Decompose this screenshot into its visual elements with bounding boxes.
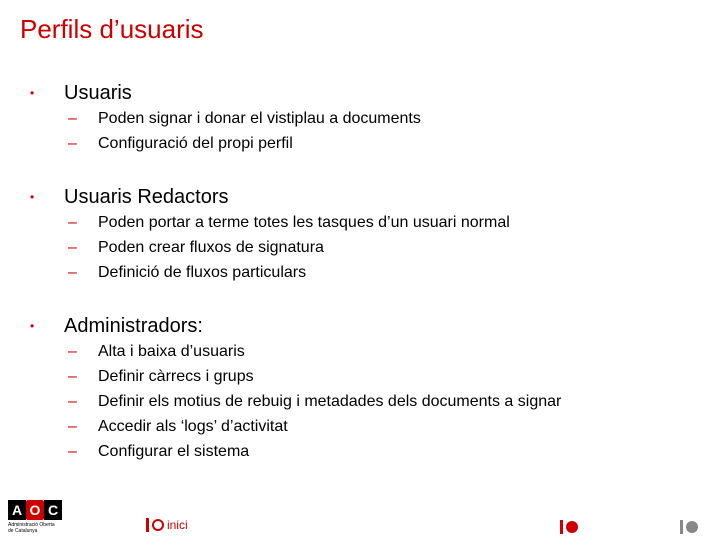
- list-item: [68, 210, 510, 235]
- dash: –: [68, 263, 77, 281]
- list-item-text: Poden signar i donar el vistiplau a documents: [98, 109, 421, 127]
- list-item: [68, 235, 510, 260]
- list-item-text: Configurar el sistema: [98, 442, 250, 460]
- dash: –: [68, 367, 77, 385]
- list-item-text: Definir càrrecs i grups: [98, 367, 254, 385]
- grey-dot-icon: [686, 521, 698, 533]
- dash: –: [68, 238, 77, 256]
- section-heading-suffix: :: [197, 315, 203, 337]
- list-item: [68, 389, 561, 414]
- list-item: [68, 106, 421, 131]
- section-administradors: [30, 313, 561, 464]
- nav-red-button[interactable]: [560, 520, 578, 534]
- section-heading: [64, 313, 203, 339]
- list-item: [68, 414, 561, 439]
- logo-caption-line1: Administració Oberta: [8, 522, 55, 528]
- list-item-text: Definir els motius de rebuig i metadades dels documents a signar: [98, 392, 562, 410]
- list-item-text: Definició de fluxos particulars: [98, 263, 307, 281]
- logo-letter-o: O: [26, 500, 44, 520]
- dash: –: [68, 442, 77, 460]
- separator-bar: [560, 520, 563, 534]
- separator-bar: [146, 518, 149, 532]
- home-link-label: inici: [167, 518, 188, 532]
- bullet: •: [30, 86, 35, 100]
- logo-letter-a: A: [8, 500, 26, 520]
- section-heading: Usuaris Redactors: [64, 186, 229, 208]
- dash: –: [68, 392, 77, 410]
- list-item-text: Alta i baixa d’usuaris: [98, 342, 245, 360]
- list-item: [68, 339, 561, 364]
- list-item: [68, 439, 561, 464]
- separator-bar: [680, 520, 683, 534]
- section-usuaris-redactors: [30, 184, 510, 285]
- dash: –: [68, 134, 77, 152]
- dash: –: [68, 342, 77, 360]
- aoc-logo: [8, 500, 64, 538]
- page-title: Perfils d’usuaris: [20, 14, 204, 44]
- power-icon: [152, 519, 164, 531]
- logo-caption: [8, 522, 64, 534]
- list-item-text: Poden portar a terme totes les tasques d’un usuari normal: [98, 213, 510, 231]
- list-item-text: Poden crear fluxos de signatura: [98, 238, 324, 256]
- bullet: •: [30, 319, 35, 333]
- logo-letter-c: C: [44, 500, 62, 520]
- dash: –: [68, 213, 77, 231]
- dash: –: [68, 417, 77, 435]
- logo-caption-line2: de Catalunya: [8, 528, 38, 534]
- section-heading: Usuaris: [64, 82, 132, 104]
- dash: –: [68, 109, 77, 127]
- bullet: •: [30, 190, 35, 204]
- section-heading-text: Administradors: [64, 315, 198, 337]
- list-item-text: Configuració del propi perfil: [98, 134, 293, 152]
- list-item-text: Accedir als ‘logs’ d’activitat: [98, 417, 288, 435]
- list-item: [68, 364, 561, 389]
- section-usuaris: [30, 80, 421, 156]
- home-link[interactable]: [146, 518, 188, 532]
- red-dot-icon: [566, 521, 578, 533]
- list-item: [68, 131, 421, 156]
- list-item: [68, 260, 510, 285]
- nav-grey-button[interactable]: [680, 520, 698, 534]
